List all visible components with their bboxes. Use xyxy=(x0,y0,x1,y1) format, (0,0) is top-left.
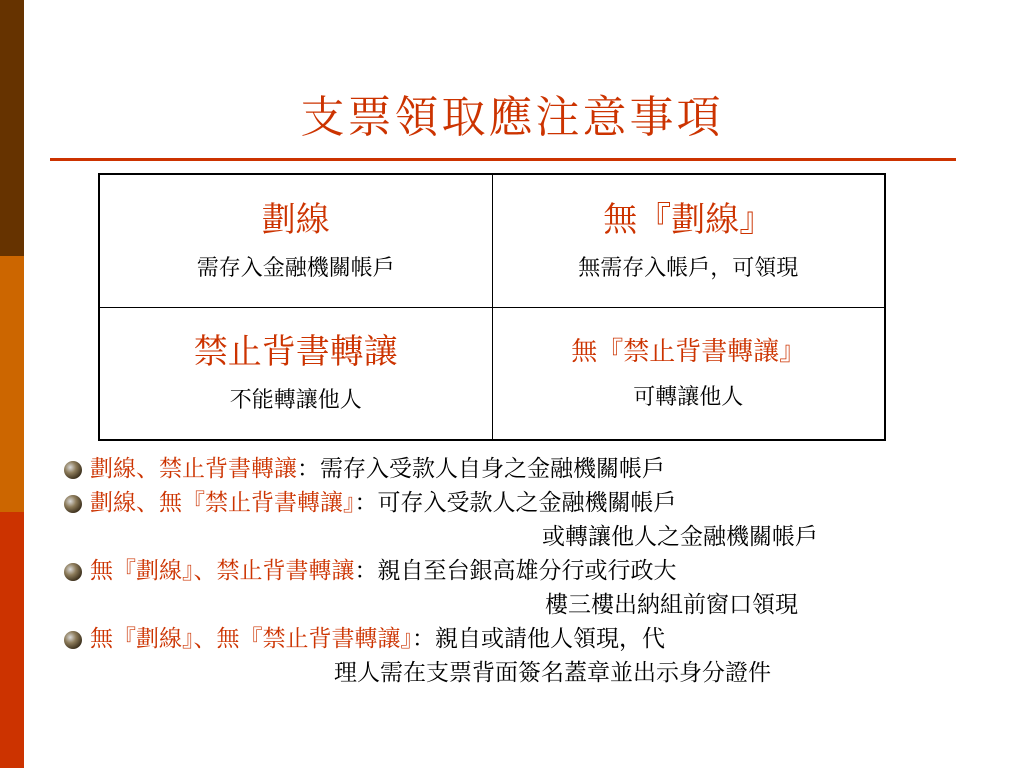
note-label: 劃線、禁止背書轉讓 xyxy=(90,456,297,482)
table-cell-transferable xyxy=(492,307,885,440)
note-text: ：需存入受款人自身之金融機關帳戶 xyxy=(297,456,665,482)
list-item xyxy=(60,486,990,554)
note-label: 無『劃線』、無『禁止背書轉讓』 xyxy=(90,626,412,652)
note-text: ：親自至台銀高雄分行或行政大 xyxy=(354,558,677,584)
table-row xyxy=(99,307,885,440)
bullet-icon xyxy=(64,461,82,479)
table-cell-crossed xyxy=(99,174,492,307)
bullet-icon xyxy=(64,563,82,581)
note-continuation: 樓三樓出納組前窗口領現 xyxy=(545,592,798,618)
notes-list xyxy=(60,452,990,690)
cell-note: 無需存入帳戶，可領現 xyxy=(578,255,799,281)
note-text: ：可存入受款人之金融機關帳戶 xyxy=(354,490,677,516)
list-item xyxy=(60,622,990,690)
cell-heading: 禁止背書轉讓 xyxy=(193,332,398,373)
cell-heading: 無『禁止背書轉讓』 xyxy=(571,337,806,368)
table-row xyxy=(99,174,885,307)
title-divider xyxy=(50,158,956,161)
table-cell-non-transferable xyxy=(99,307,492,440)
cheque-rules-table xyxy=(98,173,886,441)
cell-note: 可轉讓他人 xyxy=(633,385,744,411)
decorative-bar-middle xyxy=(0,256,24,512)
note-label: 無『劃線』、禁止背書轉讓 xyxy=(90,558,355,584)
slide-title: 支票領取應注意事項 xyxy=(300,92,724,143)
list-item xyxy=(60,554,990,622)
note-text: ：親自或請他人領現，代 xyxy=(412,626,665,652)
note-continuation: 理人需在支票背面簽名蓋章並出示身分證件 xyxy=(334,660,771,686)
cell-note: 不能轉讓他人 xyxy=(229,388,362,414)
bullet-icon xyxy=(64,495,82,513)
note-label: 劃線、無『禁止背書轉讓』 xyxy=(90,490,355,516)
table-cell-uncrossed xyxy=(492,174,885,307)
cell-note: 需存入金融機關帳戶 xyxy=(196,255,395,281)
list-item xyxy=(60,452,990,486)
note-continuation: 或轉讓他人之金融機關帳戶 xyxy=(542,524,818,550)
decorative-bar-bottom xyxy=(0,512,24,768)
cell-heading: 無『劃線』 xyxy=(603,199,774,240)
bullet-icon xyxy=(64,631,82,649)
cell-heading: 劃線 xyxy=(261,199,330,240)
